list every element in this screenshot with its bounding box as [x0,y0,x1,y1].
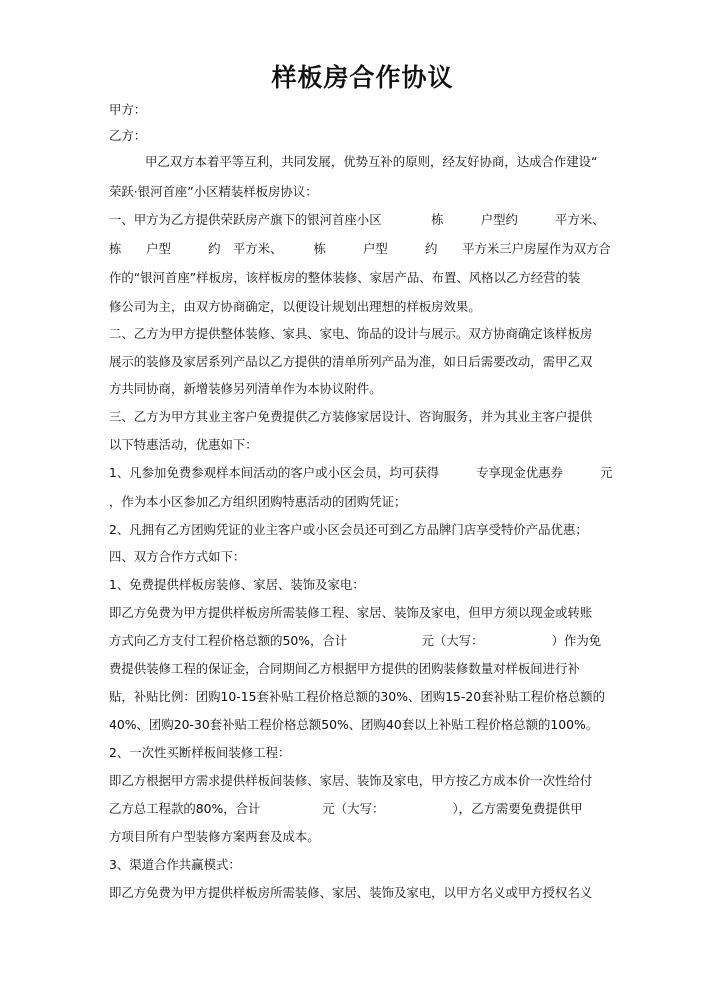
clause-1-line-4: 修公司为主，由双方协商确定，以便设计规划出理想的样板房效果。 [109,299,481,314]
mode-2-line-2: 乙方总工程款的80%，合计 元（大写： ），乙方需要免费提供甲 [109,801,583,816]
clause-1-line-1: 一、甲方为乙方提供荣跃房产旗下的银河首座小区 栋 户型约 平方米、 [109,212,605,227]
mode-3-heading: 3、渠道合作共赢模式： [109,857,241,872]
mode-2-line-3: 方项目所有户型装修方案两套及成本。 [109,829,320,844]
clause-1-line-3: 作的“银河首座”样板房，该样板房的整体装修、家居产品、布置、风格以乙方经营的装 [109,270,581,285]
offer-1-line-2: ，作为本小区参加乙方组织团购特惠活动的团购凭证； [109,494,407,509]
party-a-line: 甲方： [109,102,147,117]
clause-2-line-2: 展示的装修及家居系列产品以乙方提供的清单所列产品为准，如日后需要改动，需甲乙双 [109,354,593,369]
mode-1-line-4: 贴，补贴比例：团购10-15套补贴工程价格总额的30%、团购15-20套补贴工程价格总额的 [109,689,606,704]
mode-1-line-3: 费提供装修工程的保证金，合同期间乙方根据甲方提供的团购装修数量对样板间进行补 [109,661,580,676]
clause-3-line-1: 三、乙方为甲方其业主客户免费提供乙方装修家居设计、咨询服务，并为其业主客户提供 [109,409,593,424]
clause-4-heading: 四、双方合作方式如下： [109,549,246,564]
offer-2-line: 2、凡拥有乙方团购凭证的业主客户或小区会员还可到乙方品牌门店享受特价产品优惠； [109,522,588,537]
mode-1-heading: 1、免费提供样板房装修、家居、装饰及家电： [109,577,365,592]
document-title: 样板房合作协议 [271,63,454,92]
clause-2-line-3: 方共同协商，新增装修另列清单作为本协议附件。 [109,381,382,396]
preamble-line-1: 甲乙双方本着平等互利，共同发展，优势互补的原则，经友好协商，达成合作建设“ [145,154,598,169]
clause-1-line-2: 栋 户型 约 平方米、 栋 户型 约 平方米三户房屋作为双方合 [109,241,611,256]
mode-1-line-1: 即乙方免费为甲方提供样板房所需装修工程、家居、装饰及家电，但甲方须以现金或转账 [109,605,593,620]
mode-1-line-5: 40%、团购20-30套补贴工程价格总额50%、团购40套以上补贴工程价格总额的100%。 [109,717,599,732]
mode-3-line-1: 即乙方免费为甲方提供样板房所需装修、家居、装饰及家电，以甲方名义或甲方授权名义 [109,885,593,900]
clause-3-line-2: 以下特惠活动，优惠如下： [109,437,258,452]
mode-2-heading: 2、一次性买断样板间装修工程： [109,745,291,760]
preamble-line-2: 荣跃·银河首座”小区精装样板房协议： [109,184,318,199]
offer-1-line-1: 1、凡参加免费参观样本间活动的客户或小区会员，均可获得 专享现金优惠券 元 [109,465,613,480]
clause-2-line-1: 二、乙方为甲方提供整体装修、家具、家电、饰品的设计与展示。双方协商确定该样板房 [109,326,593,341]
party-b-line: 乙方： [109,128,147,143]
mode-1-line-2: 方式向乙方支付工程价格总额的50%，合计 元（大写： ）作为免 [109,633,602,648]
mode-2-line-1: 即乙方根据甲方需求提供样板间装修、家居、装饰及家电，甲方按乙方成本价一次性给付 [109,773,593,788]
